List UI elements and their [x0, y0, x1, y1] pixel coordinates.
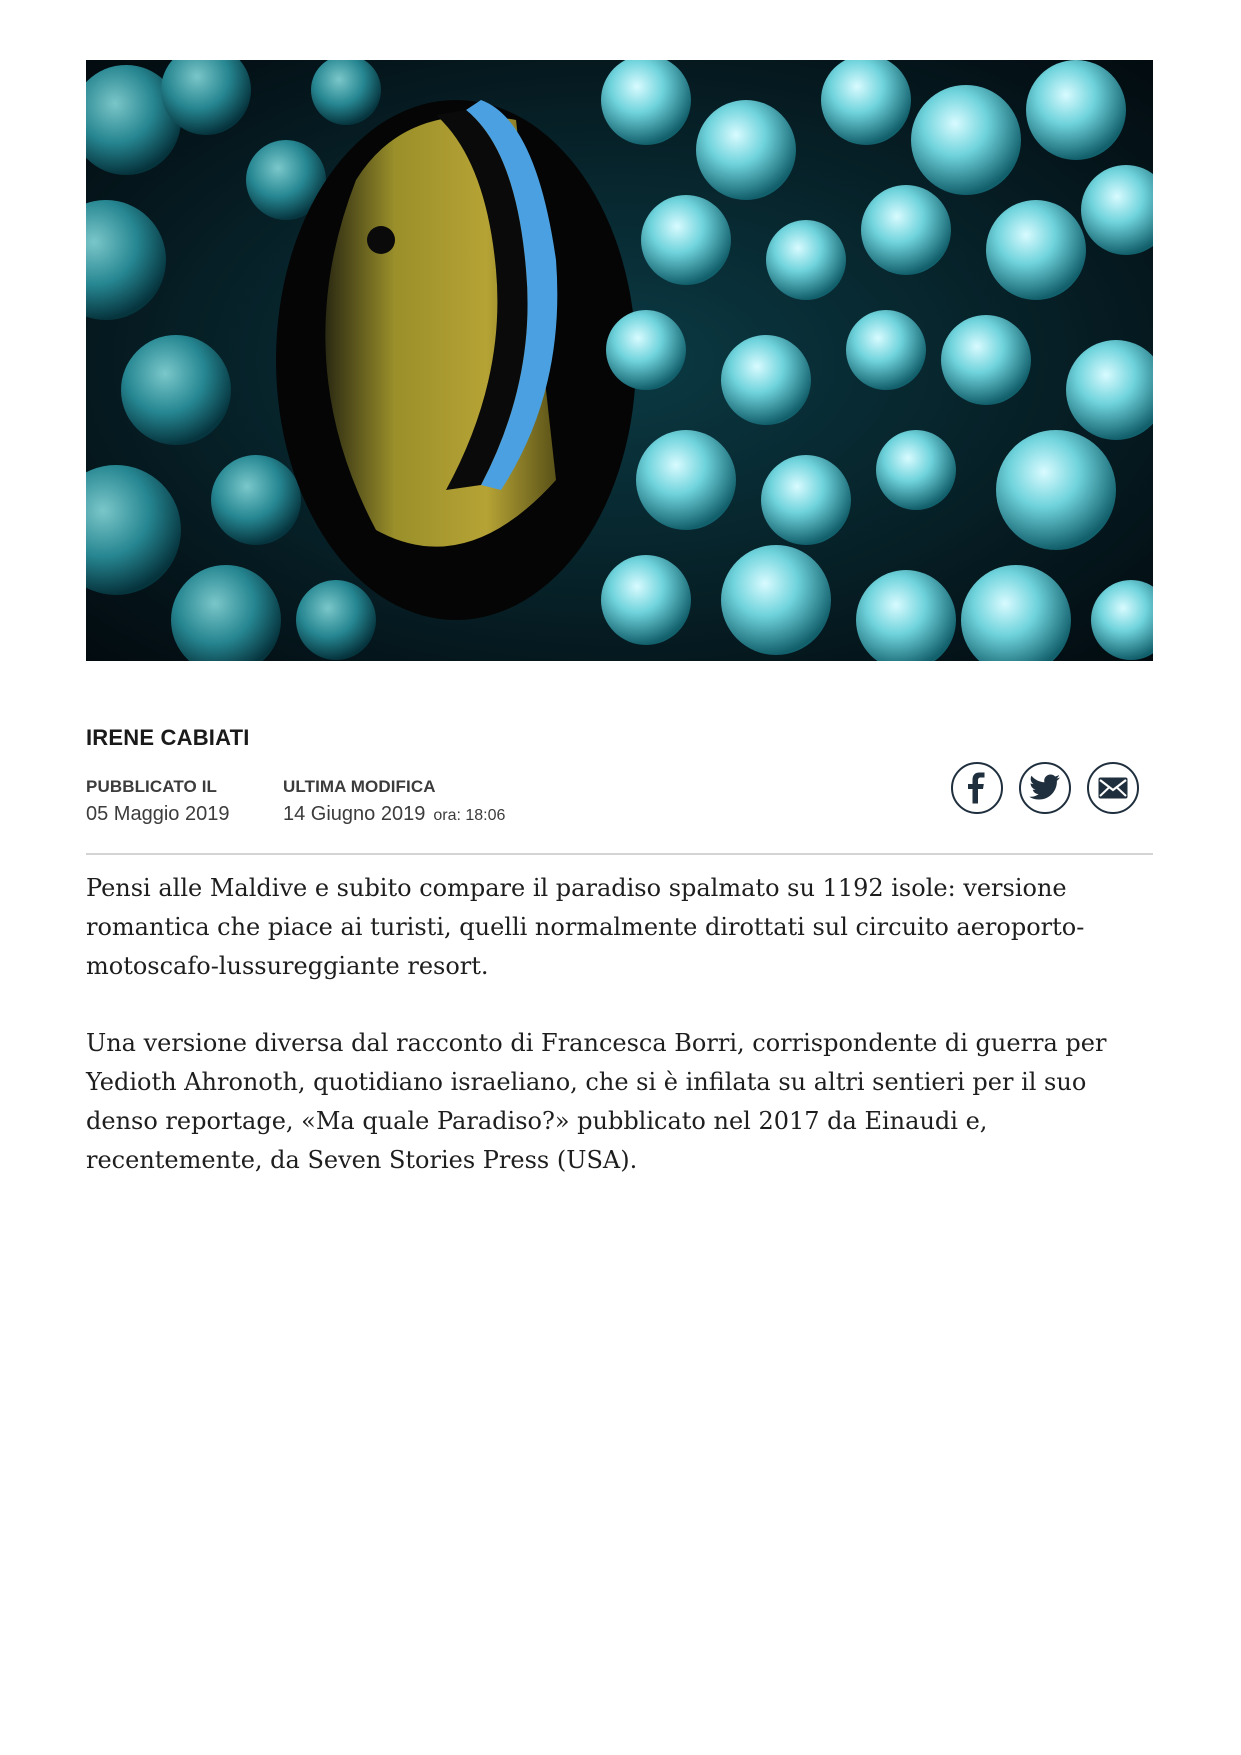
- modified-label: ULTIMA MODIFICA: [283, 777, 436, 796]
- article-paragraph: Pensi alle Maldive e subito compare il paradiso spalmato su 1192 isole: versione romantica che piace ai turisti, quelli normalmente dirottati sul circuito aeroporto-motoscafo-lussureggiante resort.: [86, 874, 1085, 980]
- published-info: [86, 777, 229, 826]
- hero-image: [86, 60, 1153, 661]
- article-body: [86, 869, 1153, 1180]
- author-name: IRENE CABIATI: [86, 725, 250, 750]
- modified-info: [283, 777, 505, 826]
- modified-date: 14 Giugno 2019: [283, 803, 426, 825]
- article-page: [86, 60, 1153, 1218]
- clownfish-anemone-photo: [86, 60, 1153, 661]
- article-meta: [86, 777, 1153, 829]
- email-share-button[interactable]: [1087, 762, 1139, 814]
- modified-date-row: [283, 803, 505, 826]
- twitter-share-button[interactable]: [1019, 762, 1071, 814]
- facebook-share-button[interactable]: [951, 762, 1003, 814]
- published-label: PUBBLICATO IL: [86, 777, 217, 796]
- article-paragraph: Una versione diversa dal racconto di Francesca Borri, corrispondente di guerra per Yedioth Ahronoth, quotidiano israeliano, che si è infilata su altri sentieri per il suo denso reportage, «Ma quale Paradiso?» pubblicato nel 2017 da Einaudi e, recentemente, da Seven Stories Press (USA).: [86, 1029, 1107, 1174]
- email-icon: [1097, 776, 1129, 800]
- share-buttons: [951, 762, 1139, 814]
- facebook-icon: [965, 772, 989, 804]
- meta-divider: [86, 853, 1153, 855]
- twitter-icon: [1029, 774, 1061, 802]
- published-date: 05 Maggio 2019: [86, 803, 230, 825]
- modified-time: ora: 18:06: [433, 807, 506, 824]
